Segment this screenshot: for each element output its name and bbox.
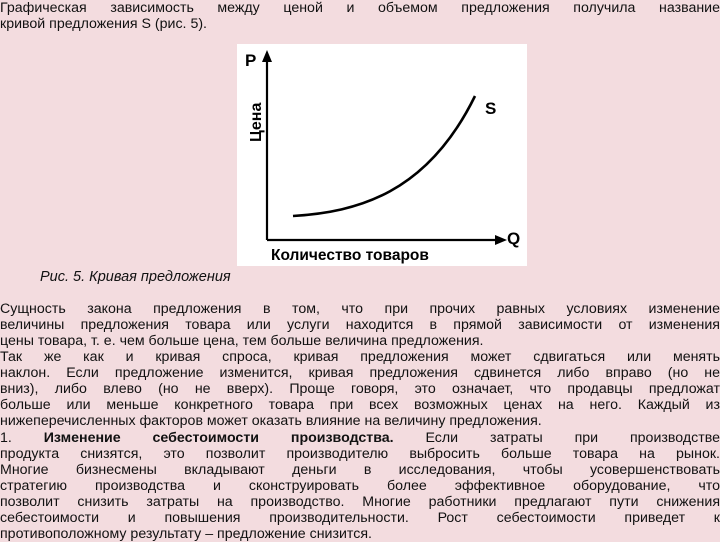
text-span: Если затраты при производстве: [425, 430, 720, 446]
text-line: Многие бизнесмены вкладывают деньги в исследования, чтобы усовершенствовать: [0, 462, 720, 478]
supply-curve: [293, 96, 475, 216]
y-axis-arrow: [262, 50, 272, 62]
text-line: противоположному результату – предложение снизится.: [0, 526, 372, 542]
text-line: Графическая зависимость между ценой и объемом предложения получила название: [0, 0, 720, 16]
curve-label: S: [485, 99, 497, 118]
y-axis-letter: P: [245, 51, 257, 70]
text-line: Так же как и кривая спроса, кривая предложения может сдвигаться или менять: [0, 349, 720, 365]
text-line: больше или меньше конкретного товара при всех возможных ценах на него. Каждый из: [0, 397, 720, 413]
x-axis-letter: Q: [507, 229, 521, 248]
bold-heading: Изменение себестоимости производства.: [43, 430, 394, 446]
text-line: вниз), либо влево (но не вверх). Проще говоря, это означает, что продавцы предложат: [0, 381, 720, 397]
text-line: продукта снизятся, это позволит производителю выбросить больше товара на рынок.: [0, 446, 720, 462]
x-axis-label: Количество товаров: [271, 247, 429, 264]
supply-curve-figure: [237, 44, 527, 266]
text-line: себестоимости и повышения производительности. Рост себестоимости приведет к: [0, 510, 720, 526]
figure-caption: Рис. 5. Кривая предложения: [40, 269, 231, 285]
y-axis-label: Цена: [248, 102, 265, 142]
cost-change-paragraph: [0, 430, 720, 542]
text-line: [0, 430, 720, 446]
text-line: кривой предложения S (рис. 5).: [0, 16, 207, 32]
supply-curve-graph: [237, 44, 527, 266]
text-line: величины предложения товара или услуги находится в прямой зависимости от изменения: [0, 317, 720, 333]
text-line: наклон. Если предложение изменится, кривая предложения сдвинется либо вправо (но не: [0, 365, 720, 381]
curve-shift-paragraph: [0, 349, 720, 429]
list-number: 1.: [0, 430, 12, 446]
text-line: цены товара, т. е. чем больше цена, тем больше величина предложения.: [0, 333, 484, 349]
intro-paragraph: [0, 0, 720, 32]
x-axis-arrow: [495, 235, 507, 245]
text-line: стратегию производства и сконструировать более эффективное оборудование, что: [0, 478, 720, 494]
text-line: позволит снизить затраты на производство. Многие работники предлагают пути снижения: [0, 494, 720, 510]
supply-law-paragraph: [0, 301, 720, 349]
text-line: нижеперечисленных факторов может оказать влияние на величину предложения.: [0, 413, 542, 429]
text-line: Сущность закона предложения в том, что при прочих равных условиях изменение: [0, 301, 720, 317]
